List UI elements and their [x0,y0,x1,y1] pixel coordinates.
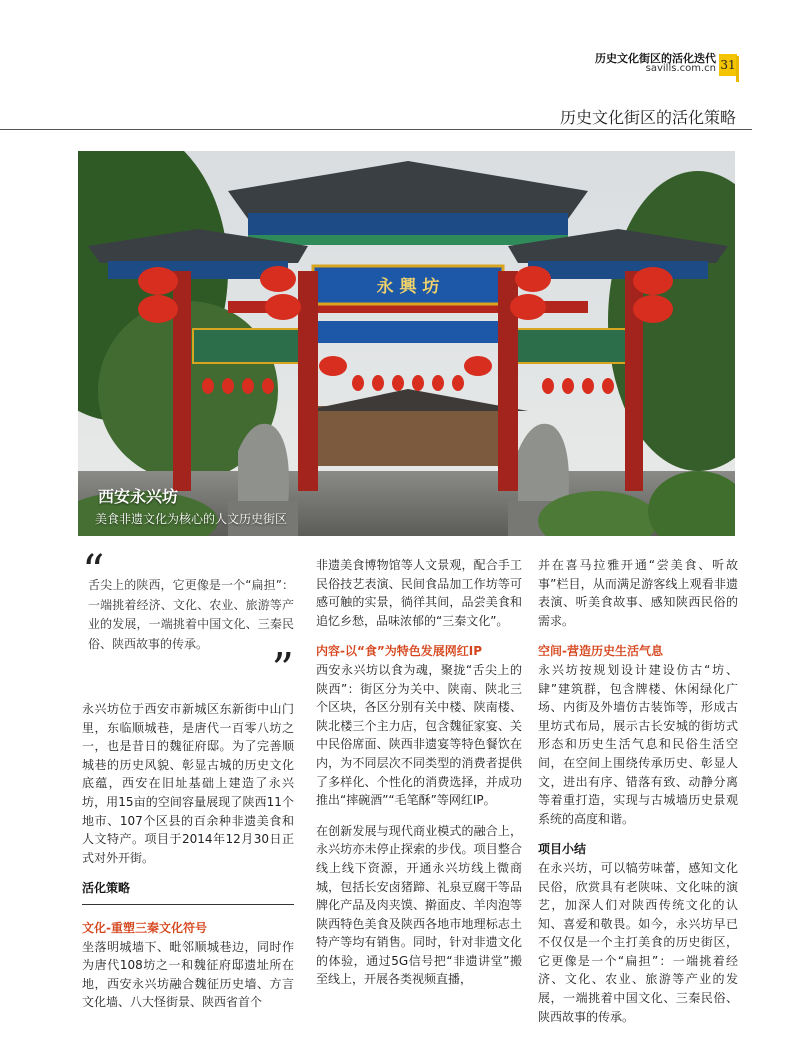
signboard-text: 永 興 坊 [376,277,440,297]
innovation-paragraph: 在创新发展与现代商业模式的融合上，永兴坊亦未停止探索的步伐。项目整合线上线下资源，开通永兴坊线上微商城，包括长安卤猪蹄、礼泉豆腐干等品牌化产品及肉夹馍、擀面皮、羊肉泡等陕西特色美食及陕西各地市地理标志土特产等均有销售。同时，针对非遗文化的体验，通过5G信号把“非遗讲堂”搬至线上，开展各类视频直播， [316,823,522,987]
page-tab-accent [736,56,739,82]
innovation-paragraph-continued: 并在喜马拉雅开通“尝美食、听故事”栏目，从而满足游客线上观看非遗表演、听美食故事、感知陕西民俗的需求。 [538,558,738,628]
hero-photo [78,151,735,536]
culture-paragraph-continued: 非遗美食博物馆等人文景观，配合手工民俗技艺表演、民间食品加工作坊等可感可触的实景，徜徉其间，品尝美食和追忆乡愁，品味浓郁的“三秦文化”。 [316,558,522,628]
space-subheading: 空间-营造历史生活气息 [538,644,663,659]
close-quote-icon: ” [271,644,294,695]
content-paragraph: 西安永兴坊以食为魂，聚拢“舌尖上的陕西”：街区分为关中、陕南、陕北三个区块，各区分别有关中楼、陕南楼、陕北楼三个主力店，包含魏征家宴、关中民俗席面、陕西非遗宴等特色餐饮在内，为不同层次不同类型的消费者提供了多样化、个性化的消费选择，并成功推出“摔碗酒”“毛笔酥”等网红IP。 [316,662,522,808]
text-column-2 [316,556,522,1001]
text-column-3 [538,556,738,1026]
space-paragraph: 永兴坊按规划设计建设仿古“坊、肆”建筑群，包含牌楼、休闲绿化广场、内街及外墙仿古装饰等，形成古里坊式布局，展示古长安城的街坊式形态和历史生活气息和民俗生活空间，在空间上围绕传承历史、彰显人文，进出有序、错落有致、动静分离等着重打造，实现与古城墙历史景观系统的高度和谐。 [538,662,738,826]
header-divider [0,129,752,130]
memorial-archway-illustration [78,151,735,536]
website-url: savills.com.cn [645,63,716,74]
section-title: 历史文化街区的活化策略 [559,108,736,127]
culture-subheading: 文化-重塑三秦文化符号 [82,920,207,935]
pull-quote [82,546,294,695]
intro-paragraph: 永兴坊位于西安市新城区东新街中山门里，东临顺城巷，是唐代一百零八坊之一，也是昔日的魏征府邸。为了完善顺城巷的历史风貌、彰显古城的历史文化底蕴，西安在旧址基础上建造了永兴坊，用15亩的空间容量展现了陕西11个地市、107个区县的百余种非遗美食和人文特产。项目于2014年12月30日正式对外开街。 [82,702,294,865]
page-number: 31 [719,54,737,76]
open-quote-icon: “ [82,546,105,597]
summary-heading: 项目小结 [538,842,587,857]
summary-paragraph: 在永兴坊，可以犒劳味蕾，感知文化民俗，欣赏具有老陕味、文化味的演艺，加深人们对陕西传统文化的认知、喜爱和敬畏。如今，永兴坊早已不仅仅是一个主打美食的历史街区，它更像是一个“扁担”：一端挑着经济、文化、农业、旅游等产业的发展，一端挑着中国文化、三秦民俗、陕西故事的传承。 [538,860,738,1024]
strategy-heading: 活化策略 [82,879,294,905]
text-column-1 [82,546,294,1012]
running-title: 历史文化街区的活化迭代 [595,52,716,65]
photo-caption-title: 西安永兴坊 [98,487,179,506]
pull-quote-text: 舌尖上的陕西，它更像是一个“扁担”：一端挑着经济、文化、农业、旅游等产业的发展，一端挑着中国文化、三秦民俗、陕西故事的传承。 [88,578,294,651]
content-subheading: 内容-以“食”为特色发展网红IP [316,644,483,659]
photo-caption-subtitle: 美食非遗文化为核心的人文历史街区 [95,512,288,526]
culture-paragraph: 坐落明城墙下、毗邻顺城巷边，同时作为唐代108坊之一和魏征府邸遗址所在地，西安永兴坊融合魏征历史墙、方言文化墙、八大怪街景、陕西省首个 [82,939,294,1010]
